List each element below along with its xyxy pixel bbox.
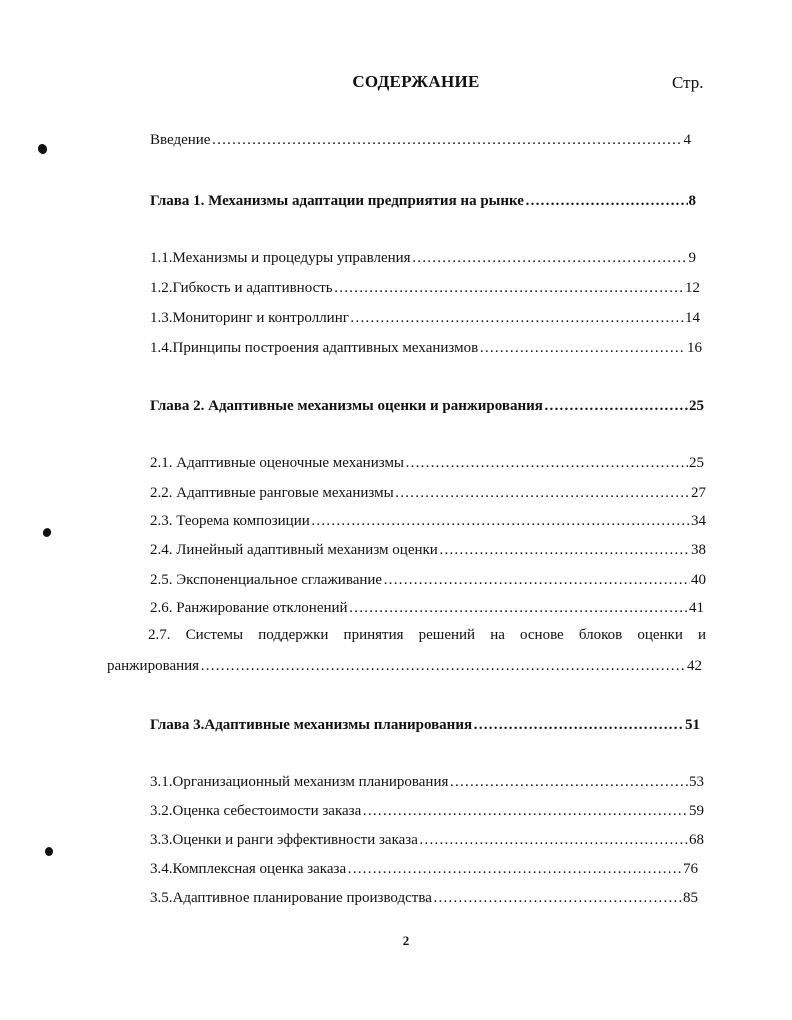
- toc-entry-1-2[interactable]: [150, 279, 700, 297]
- toc-leader-dots: [350, 309, 684, 327]
- toc-entry-label: 2.5. Экспоненциальное сглаживание: [150, 572, 383, 588]
- toc-leader-dots: [311, 512, 690, 530]
- toc-chapter-label: Глава 2. Адаптивные механизмы оценки и ранжирования: [150, 398, 543, 414]
- toc-leader-dots: [473, 716, 684, 734]
- toc-chapter-1[interactable]: [150, 192, 696, 210]
- toc-entry-page: 34: [691, 513, 706, 529]
- page-column-label: Стр.: [672, 73, 704, 92]
- toc-leader-dots: [405, 454, 688, 472]
- toc-leader-dots: [525, 192, 688, 210]
- toc-entry-introduction[interactable]: [150, 131, 691, 149]
- toc-leader-dots: [383, 571, 690, 589]
- toc-entry-page: 85: [683, 890, 698, 906]
- toc-entry-3-3[interactable]: [150, 831, 704, 849]
- toc-chapter-page: 51: [685, 717, 700, 733]
- toc-chapter-page: 25: [689, 398, 704, 414]
- toc-entry-page: 27: [691, 485, 706, 501]
- toc-chapter-3[interactable]: [150, 716, 700, 734]
- toc-entry-label: 2.4. Линейный адаптивный механизм оценки: [150, 542, 438, 558]
- toc-entry-2-1[interactable]: [150, 454, 704, 472]
- toc-entry-page: 59: [689, 803, 704, 819]
- toc-chapter-label: Глава 1. Механизмы адаптации предприятия на рынке: [150, 193, 524, 209]
- toc-leader-dots: [362, 802, 688, 820]
- toc-entry-3-5[interactable]: [150, 889, 698, 907]
- toc-entry-label: Введение: [150, 132, 211, 148]
- toc-chapter-label: Глава 3.Адаптивные механизмы планирования: [150, 717, 473, 733]
- toc-entry-page: 25: [689, 455, 704, 471]
- toc-leader-dots: [544, 397, 688, 415]
- page-title: СОДЕРЖАНИЕ: [352, 72, 480, 91]
- toc-leader-dots: [334, 279, 684, 297]
- toc-leader-dots: [479, 339, 686, 357]
- toc-entry-page: 76: [683, 861, 698, 877]
- toc-entry-label: 1.3.Мониторинг и контроллинг: [150, 310, 349, 326]
- toc-entry-2-5[interactable]: [150, 571, 706, 589]
- toc-entry-label: 1.1.Механизмы и процедуры управления: [150, 250, 411, 266]
- toc-entry-label: 3.1.Организационный механизм планирования: [150, 774, 449, 790]
- toc-entry-label: ранжирования: [107, 658, 200, 674]
- toc-entry-3-1[interactable]: [150, 773, 704, 791]
- toc-entry-1-1[interactable]: [150, 249, 696, 267]
- toc-leader-dots: [211, 131, 682, 149]
- page-number: 2: [402, 933, 410, 948]
- toc-entry-label: 3.5.Адаптивное планирование производства: [150, 890, 432, 906]
- toc-entry-3-4[interactable]: [150, 860, 698, 878]
- toc-entry-page: 38: [691, 542, 706, 558]
- toc-entry-page: 16: [687, 340, 702, 356]
- scan-mark: [37, 143, 49, 155]
- toc-entry-page: 40: [691, 572, 706, 588]
- toc-entry-2-7-line2[interactable]: [107, 657, 702, 675]
- toc-chapter-page: 8: [688, 193, 696, 209]
- toc-leader-dots: [200, 657, 686, 675]
- toc-leader-dots: [433, 889, 682, 907]
- toc-entry-label: 1.4.Принципы построения адаптивных механизмов: [150, 340, 479, 356]
- toc-entry-label: 1.2.Гибкость и адаптивность: [150, 280, 333, 296]
- toc-entry-page: 41: [689, 600, 704, 616]
- toc-entry-label: 2.3. Теорема композиции: [150, 513, 310, 529]
- toc-entry-label: 3.3.Оценки и ранги эффективности заказа: [150, 832, 418, 848]
- toc-entry-page: 9: [688, 250, 696, 266]
- toc-entry-label: 2.1. Адаптивные оценочные механизмы: [150, 455, 405, 471]
- toc-entry-2-3[interactable]: [150, 512, 706, 530]
- toc-entry-2-7-line1[interactable]: 2.7. Системы поддержки принятия решений на основе блоков оценки и: [148, 627, 706, 643]
- toc-leader-dots: [439, 541, 690, 559]
- toc-entry-3-2[interactable]: [150, 802, 704, 820]
- scan-mark: [41, 527, 52, 539]
- toc-leader-dots: [419, 831, 688, 849]
- toc-leader-dots: [412, 249, 688, 267]
- toc-leader-dots: [449, 773, 688, 791]
- toc-entry-label: 3.4.Комплексная оценка заказа: [150, 861, 347, 877]
- scan-mark: [45, 847, 53, 856]
- toc-entry-page: 4: [683, 132, 691, 148]
- toc-entry-page: 53: [689, 774, 704, 790]
- toc-leader-dots: [395, 484, 690, 502]
- toc-entry-2-4[interactable]: [150, 541, 706, 559]
- toc-entry-2-2[interactable]: [150, 484, 706, 502]
- toc-entry-1-4[interactable]: [150, 339, 702, 357]
- toc-entry-label: 2.6. Ранжирование отклонений: [150, 600, 348, 616]
- toc-entry-2-6[interactable]: [150, 599, 704, 617]
- toc-chapter-2[interactable]: [150, 397, 704, 415]
- toc-entry-label: 2.2. Адаптивные ранговые механизмы: [150, 485, 394, 501]
- toc-leader-dots: [347, 860, 682, 878]
- toc-entry-page: 12: [685, 280, 700, 296]
- toc-entry-page: 14: [685, 310, 700, 326]
- toc-entry-1-3[interactable]: [150, 309, 700, 327]
- toc-entry-page: 42: [687, 658, 702, 674]
- toc-leader-dots: [349, 599, 688, 617]
- toc-entry-label: 3.2.Оценка себестоимости заказа: [150, 803, 362, 819]
- toc-entry-page: 68: [689, 832, 704, 848]
